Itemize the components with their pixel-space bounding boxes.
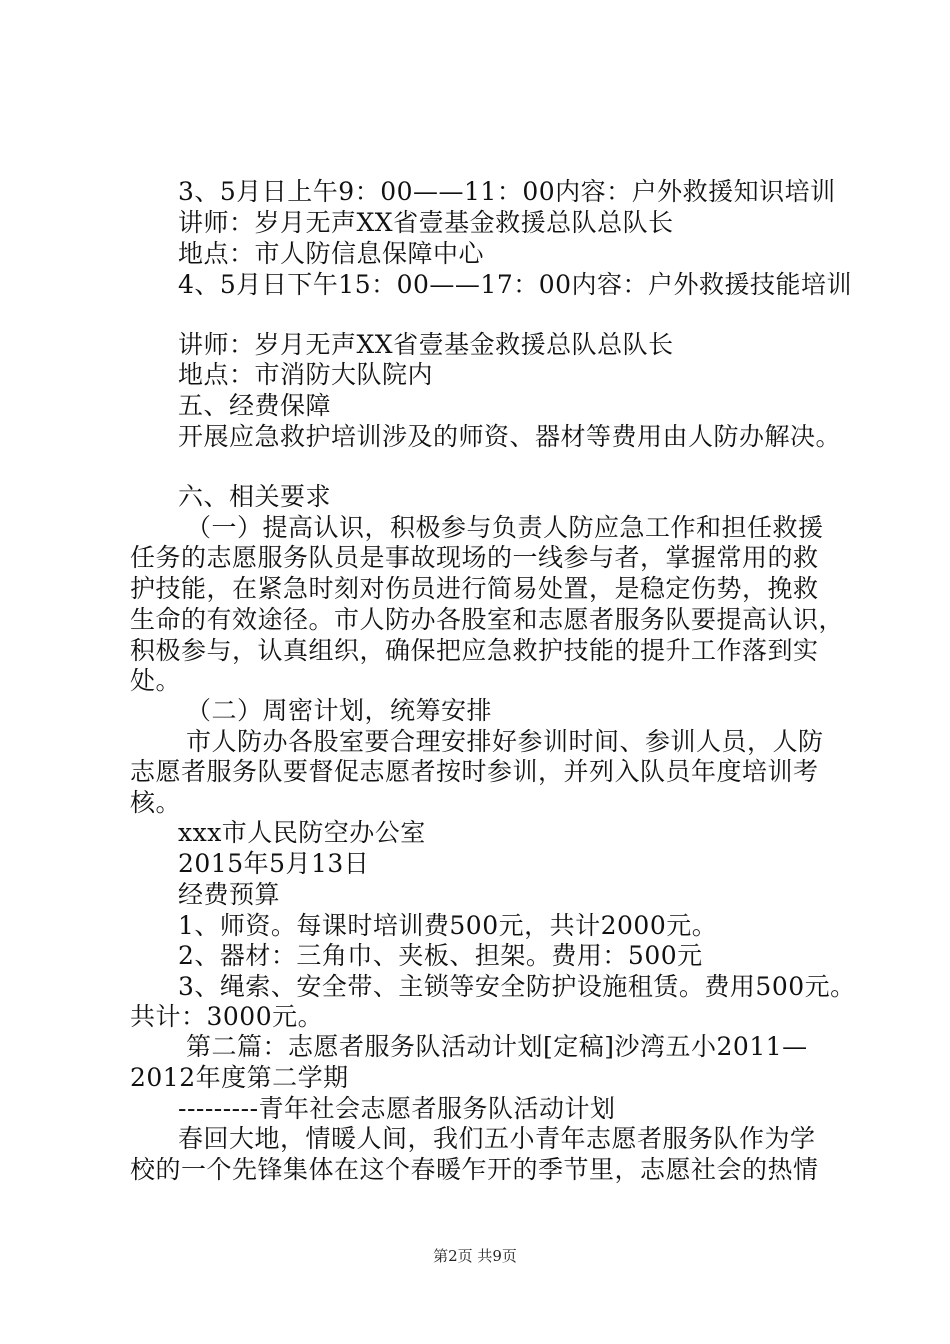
section-heading: 六、相关要求 [178,482,332,511]
paragraph-line: 生命的有效途径。市人防办各股室和志愿者服务队要提高认识， [130,605,845,634]
signature-org: xxx市人民防空办公室 [178,818,426,847]
chapter-subtitle: ---------青年社会志愿者服务队活动计划 [178,1094,616,1123]
budget-item: 1、师资。每课时培训费500元，共计2000元。 [178,911,718,940]
subsection-heading: （二）周密计划，统筹安排 [186,696,493,725]
signature-date: 2015年5月13日 [178,849,370,878]
section-heading: 经费预算 [178,880,281,909]
paragraph-line: 任务的志愿服务队员是事故现场的一线参与者，掌握常用的救 [130,543,819,572]
paragraph-line: （一）提高认识，积极参与负责人防应急工作和担任救援 [186,513,824,542]
lecturer-line: 讲师：岁月无声XX省壹基金救援总队总队长 [178,330,674,359]
section-heading: 五、经费保障 [178,391,332,420]
paragraph-line: 春回大地，情暖人间，我们五小青年志愿者服务队作为学 [178,1124,816,1153]
budget-item: 2、器材：三角巾、夹板、担架。费用：500元 [178,941,703,970]
schedule-item-3: 3、5月日上午9：00——11：00内容：户外救援知识培训 [178,177,836,206]
paragraph-line: 校的一个先锋集体在这个春暖乍开的季节里，志愿社会的热情 [130,1155,819,1184]
paragraph-line: 核。 [130,788,182,817]
paragraph-line: 护技能，在紧急时刻对伤员进行简易处置，是稳定伤势，挽救 [130,574,819,603]
budget-total: 共计：3000元。 [130,1002,324,1031]
paragraph-line: 积极参与，认真组织，确保把应急救护技能的提升工作落到实 [130,636,819,665]
paragraph-line: 志愿者服务队要督促志愿者按时参训，并列入队员年度培训考 [130,757,819,786]
page-number-footer: 第2页 共9页 [433,1247,517,1265]
lecturer-line: 讲师：岁月无声XX省壹基金救援总队总队长 [178,208,674,237]
chapter-heading: 第二篇：志愿者服务队活动计划[定稿]沙湾五小2011— [186,1032,808,1061]
schedule-item-4: 4、5月日下午15：00——17：00内容：户外救援技能培训 [178,270,853,299]
paragraph-line: 开展应急救护培训涉及的师资、器材等费用由人防办解决。 [178,422,842,451]
chapter-heading: 2012年度第二学期 [130,1063,349,1092]
budget-item: 3、绳索、安全带、主锁等安全防护设施租赁。费用500元。 [178,972,856,1001]
paragraph-line: 处。 [130,666,182,695]
paragraph-line: 市人防办各股室要合理安排好参训时间、参训人员，人防 [186,727,824,756]
location-line: 地点：市消防大队院内 [178,360,434,389]
location-line: 地点：市人防信息保障中心 [178,239,485,268]
